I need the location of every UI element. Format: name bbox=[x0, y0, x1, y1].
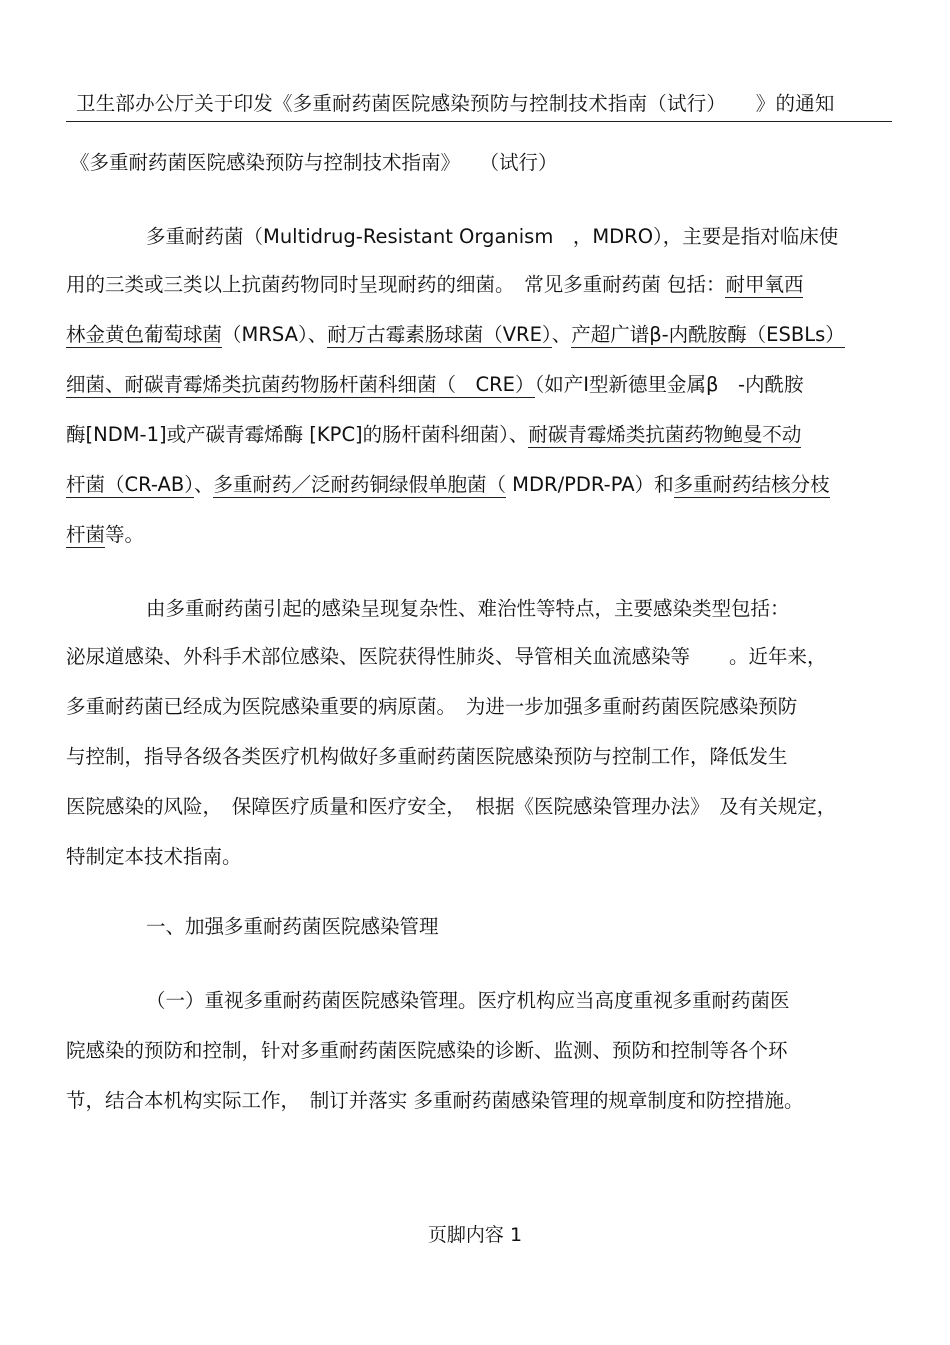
term-mrsa: 林金黄色葡萄球菌 bbox=[66, 323, 223, 346]
separator: 、 bbox=[551, 323, 572, 346]
page-footer: 页脚内容 1 bbox=[427, 1224, 523, 1246]
p1-line-5 bbox=[66, 422, 801, 448]
p2-line-2: 泌尿道感染、外科手术部位感染、医院获得性肺炎、导管相关血流感染等 。近年来， bbox=[66, 645, 827, 668]
term-mdr-tb: 多重耐药结核分枝 bbox=[673, 473, 830, 496]
p2-line-6: 特制定本技术指南。 bbox=[66, 845, 242, 868]
p1-line-4 bbox=[66, 372, 803, 398]
header-title: 卫生部办公厅关于印发《多重耐药菌医院感染预防与控制技术指南（试行） 》的通知 bbox=[76, 92, 835, 115]
term-mrsa-start: 耐甲氧西 bbox=[725, 273, 804, 296]
p1-line-7 bbox=[66, 522, 144, 548]
term-crab-start: 耐碳青霉烯类抗菌药物鲍曼不动 bbox=[528, 423, 802, 446]
term-cre: 细菌、耐碳青霉烯类抗菌药物肠杆菌科细菌（ CRE） bbox=[66, 373, 535, 396]
term-mdr-pa: 多重耐药／泛耐药铜绿假单胞菌（ bbox=[213, 473, 506, 496]
separator-2: 、 bbox=[193, 473, 214, 496]
p1-line-2 bbox=[66, 272, 803, 298]
term-mdr-tb-end: 杆菌 bbox=[66, 523, 106, 546]
p1-line-5-text: 酶[NDM-1]或产碳青霉烯酶 [KPC]的肠杆菌科细菌）、 bbox=[66, 423, 529, 446]
p1-line-7-text: 等。 bbox=[105, 523, 145, 546]
p2-line-5: 医院感染的风险， 保障医疗质量和医疗安全， 根据《医院感染管理办法》 及有关规定， bbox=[66, 795, 837, 818]
p3-line-2: 院感染的预防和控制，针对多重耐药菌医院感染的诊断、监测、预防和控制等各个环 bbox=[66, 1039, 788, 1062]
p3-line-1: （一）重视多重耐药菌医院感染管理。医疗机构应当高度重视多重耐药菌医 bbox=[146, 989, 790, 1012]
p3-line-3: 节，结合本机构实际工作， 制订并落实 多重耐药菌感染管理的规章制度和防控措施。 bbox=[66, 1089, 804, 1112]
term-vre: 耐万古霉素肠球菌（VRE） bbox=[327, 323, 552, 346]
p2-line-1: 由多重耐药菌引起的感染呈现复杂性、难治性等特点，主要感染类型包括： bbox=[146, 597, 790, 620]
term-mdr-pa-abbr: MDR/PDR-PA）和 bbox=[505, 473, 674, 496]
p2-line-4: 与控制，指导各级各类医疗机构做好多重耐药菌医院感染预防与控制工作，降低发生 bbox=[66, 745, 788, 768]
p1-line-4-text: （如产Ⅰ型新德里金属β -内酰胺 bbox=[534, 373, 804, 396]
document-subtitle: 《多重耐药菌医院感染预防与控制技术指南》 （试行） bbox=[70, 151, 558, 174]
term-esbls: 产超广谱β-内酰胺酶（ESBLs） bbox=[571, 323, 845, 346]
p1-line-3 bbox=[66, 322, 845, 348]
p1-line-1: 多重耐药菌（Multidrug-Resistant Organism ，MDRO），主要是指对临床使 bbox=[146, 225, 839, 248]
p1-line-2-text: 用的三类或三类以上抗菌药物同时呈现耐药的细菌。 常见多重耐药菌 包括： bbox=[66, 273, 726, 296]
term-mrsa-abbr: （MRSA）、 bbox=[222, 323, 328, 346]
p1-line-6 bbox=[66, 472, 830, 498]
header-rule bbox=[66, 121, 892, 122]
p2-line-3: 多重耐药菌已经成为医院感染重要的病原菌。 为进一步加强多重耐药菌医院感染预防 bbox=[66, 695, 798, 718]
section-heading-1: 一、加强多重耐药菌医院感染管理 bbox=[146, 915, 439, 938]
term-crab: 杆菌（CR-AB） bbox=[66, 473, 194, 496]
